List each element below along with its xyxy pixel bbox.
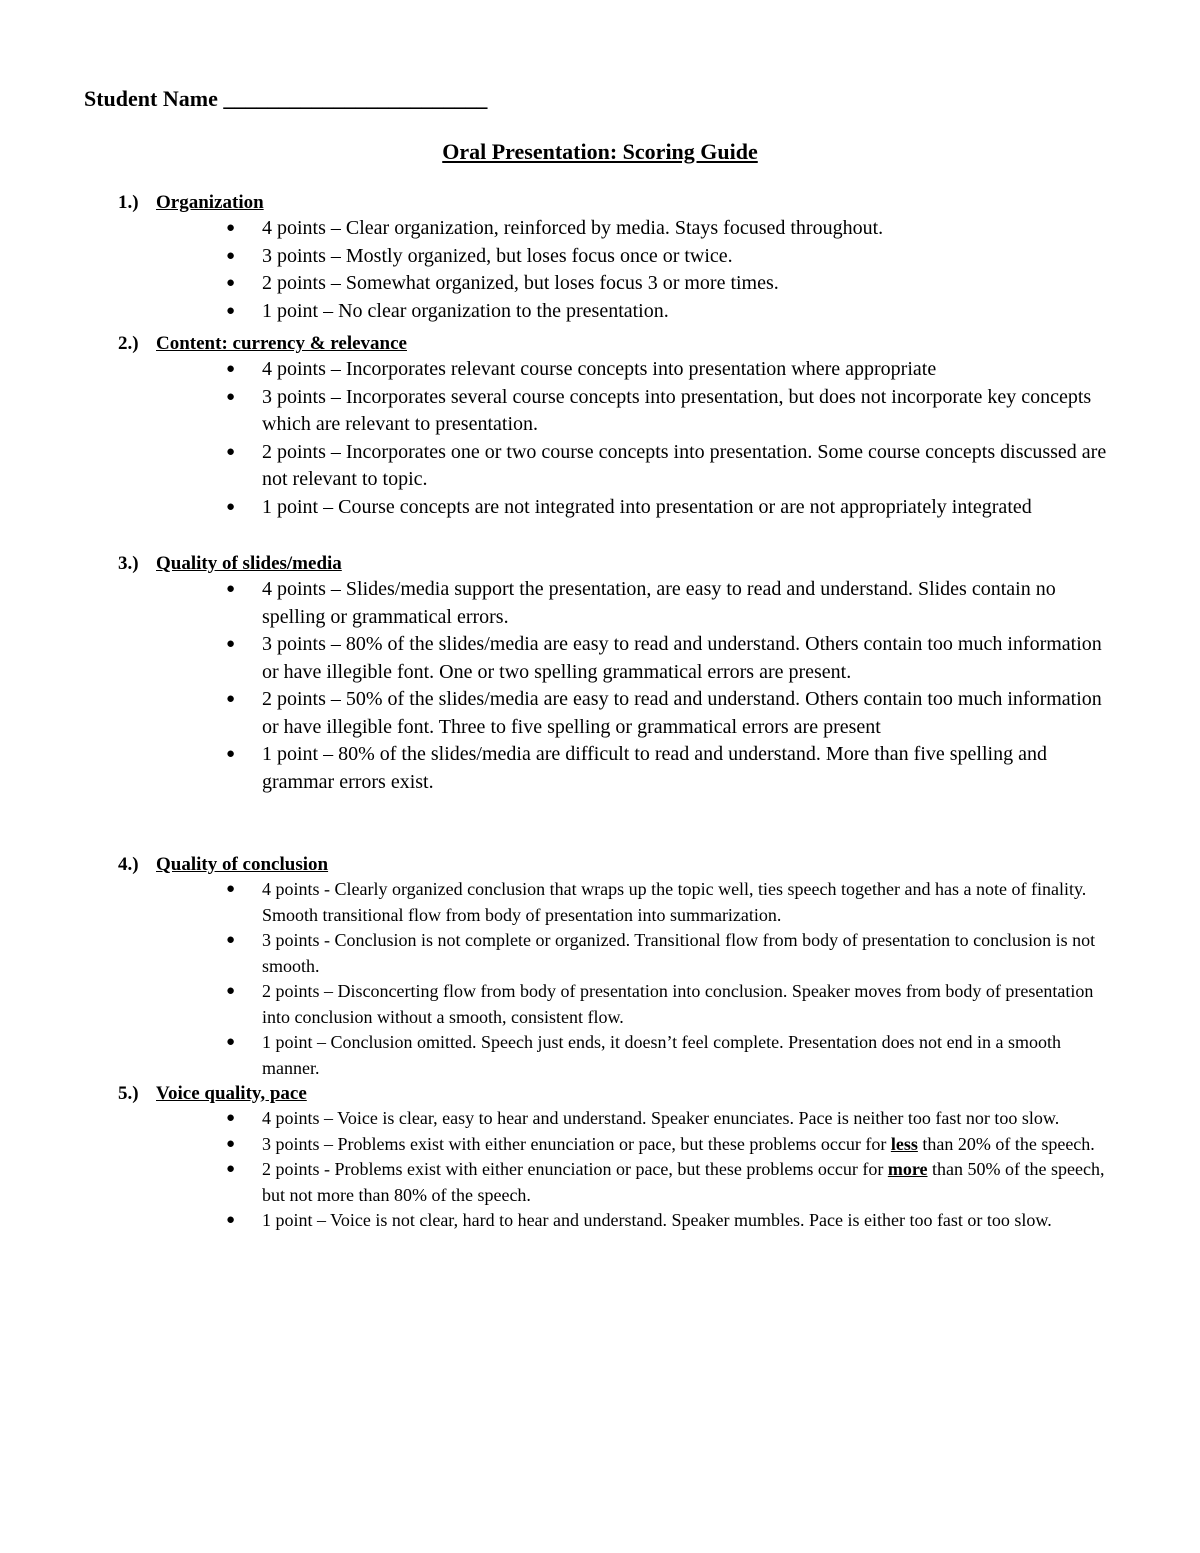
- criterion-item: [118, 928, 1118, 979]
- criterion-item: [118, 298, 1118, 326]
- criterion-text: 1 point – Voice is not clear, hard to hear and understand. Speaker mumbles. Pace is either too fast or too slow.: [262, 1210, 1052, 1230]
- criterion-text: 4 points – Clear organization, reinforced by media. Stays focused throughout.: [262, 217, 884, 239]
- bullet-icon: ●: [226, 361, 236, 377]
- criterion-text: 4 points – Voice is clear, easy to hear and understand. Speaker enunciates. Pace is neither too fast nor too slow.: [262, 1108, 1060, 1128]
- bullet-icon: ●: [226, 247, 236, 264]
- criterion-item: [118, 1132, 1118, 1158]
- section-number: 3.): [118, 553, 139, 574]
- criteria-list: [118, 877, 1118, 1081]
- criterion-text: 3 points – Problems exist with either enunciation or pace, but these problems occur for less than 20% of the speech.: [262, 1133, 1095, 1154]
- criterion-item: [118, 686, 1118, 741]
- bullet-icon: ●: [226, 1034, 236, 1050]
- criterion-item: [118, 979, 1118, 1030]
- section-heading: [118, 552, 1118, 576]
- bullet-icon: ●: [226, 498, 236, 515]
- criterion-text: 4 points – Incorporates relevant course concepts into presentation where appropriate: [262, 358, 937, 380]
- section-heading: [118, 1082, 1118, 1106]
- bullet-icon: ●: [226, 746, 236, 762]
- criterion-item: [118, 384, 1118, 439]
- section-heading: [118, 191, 1118, 215]
- bullet-icon: ●: [226, 388, 236, 405]
- criterion-item: [118, 1106, 1118, 1132]
- criteria-list: [118, 356, 1118, 521]
- criterion-item: [118, 877, 1118, 928]
- section-organization: [118, 191, 1118, 325]
- criterion-item: [118, 494, 1118, 522]
- bullet-icon: ●: [226, 691, 236, 707]
- bullet-icon: ●: [226, 983, 236, 999]
- criterion-item: [118, 356, 1118, 384]
- emphasis-word: more: [887, 1159, 928, 1179]
- criterion-item: [118, 1030, 1118, 1081]
- criterion-text: 1 point – Course concepts are not integrated into presentation or are not appropriately integrated: [262, 495, 1032, 518]
- section-title: Content: currency & relevance: [156, 333, 407, 354]
- criterion-item: [118, 1157, 1118, 1208]
- criterion-text: 1 point – No clear organization to the presentation.: [262, 299, 669, 322]
- criterion-item: [118, 576, 1118, 631]
- criterion-text: 4 points - Clearly organized conclusion that wraps up the topic well, ties speech together and has a note of finality. Smooth transitional flow from body of presentation into summarization.: [262, 879, 1087, 925]
- section-content: [118, 332, 1118, 521]
- emphasis-word: less: [890, 1133, 918, 1154]
- bullet-icon: ●: [226, 1135, 236, 1152]
- section-number: 4.): [118, 854, 139, 875]
- criterion-text: 2 points – Incorporates one or two course concepts into presentation. Some course concepts discussed are not relevant to topic.: [262, 440, 1107, 490]
- criterion-item: [118, 1208, 1118, 1234]
- bullet-icon: ●: [226, 581, 236, 597]
- section-slides-media: [118, 552, 1118, 796]
- criterion-text: 2 points – 50% of the slides/media are easy to read and understand. Others contain too much information or have illegible font. Three to five spelling or grammatical errors are present: [262, 688, 1102, 738]
- bullet-icon: ●: [226, 275, 236, 291]
- criterion-text: 3 points – 80% of the slides/media are easy to read and understand. Others contain too much information or have illegible font. One or two spelling grammatical errors are present.: [262, 633, 1102, 683]
- criterion-text: 2 points – Somewhat organized, but loses focus 3 or more times.: [262, 272, 779, 294]
- criterion-text: 4 points – Slides/media support the presentation, are easy to read and understand. Slides contain no spelling or grammatical errors.: [262, 578, 1056, 628]
- criteria-list: [118, 576, 1118, 796]
- criterion-item: [118, 631, 1118, 686]
- criterion-text: 1 point – Conclusion omitted. Speech just ends, it doesn’t feel complete. Presentation does not end in a smooth manner.: [262, 1032, 1062, 1078]
- section-title: Voice quality, pace: [156, 1083, 307, 1104]
- criteria-list: [118, 1106, 1118, 1234]
- criterion-text: 3 points - Conclusion is not complete or organized. Transitional flow from body of presentation to conclusion is not smooth.: [262, 930, 1096, 976]
- section-heading: [118, 853, 1118, 877]
- bullet-icon: ●: [226, 1161, 236, 1177]
- criterion-text: 2 points - Problems exist with either enunciation or pace, but these problems occur for more than 50% of the speech, but not more than 80% of the speech.: [262, 1159, 1105, 1205]
- section-voice-pace: [118, 1082, 1118, 1234]
- criterion-text: 3 points – Mostly organized, but loses focus once or twice.: [262, 244, 733, 267]
- criterion-item: [118, 741, 1118, 796]
- bullet-icon: ●: [226, 1212, 236, 1228]
- section-number: 2.): [118, 333, 139, 354]
- bullet-icon: ●: [226, 220, 236, 236]
- criterion-item: [118, 243, 1118, 271]
- criterion-item: [118, 270, 1118, 298]
- section-title: Quality of slides/media: [156, 553, 342, 574]
- criteria-list: [118, 215, 1118, 325]
- bullet-icon: ●: [226, 302, 236, 319]
- bullet-icon: ●: [226, 1110, 236, 1126]
- section-title: Quality of conclusion: [156, 854, 329, 875]
- bullet-icon: ●: [226, 881, 236, 897]
- bullet-icon: ●: [226, 932, 236, 948]
- criterion-text: 3 points – Incorporates several course concepts into presentation, but does not incorporate key concepts which are relevant to presentation.: [262, 385, 1092, 435]
- section-number: 5.): [118, 1083, 139, 1104]
- section-title: Organization: [156, 192, 264, 213]
- section-heading: [118, 332, 1118, 356]
- criterion-item: [118, 439, 1118, 494]
- criterion-text: 2 points – Disconcerting flow from body of presentation into conclusion. Speaker moves from body of presentation into conclusion without a smooth, consistent flow.: [262, 981, 1094, 1027]
- section-number: 1.): [118, 192, 139, 213]
- bullet-icon: ●: [226, 443, 236, 460]
- criterion-item: [118, 215, 1118, 243]
- criterion-text: 1 point – 80% of the slides/media are difficult to read and understand. More than five spelling and grammar errors exist.: [262, 743, 1047, 793]
- student-name-line: Student Name ________________________: [84, 86, 488, 111]
- bullet-icon: ●: [226, 636, 236, 652]
- document-title: Oral Presentation: Scoring Guide: [442, 139, 758, 164]
- section-conclusion: [118, 853, 1118, 1081]
